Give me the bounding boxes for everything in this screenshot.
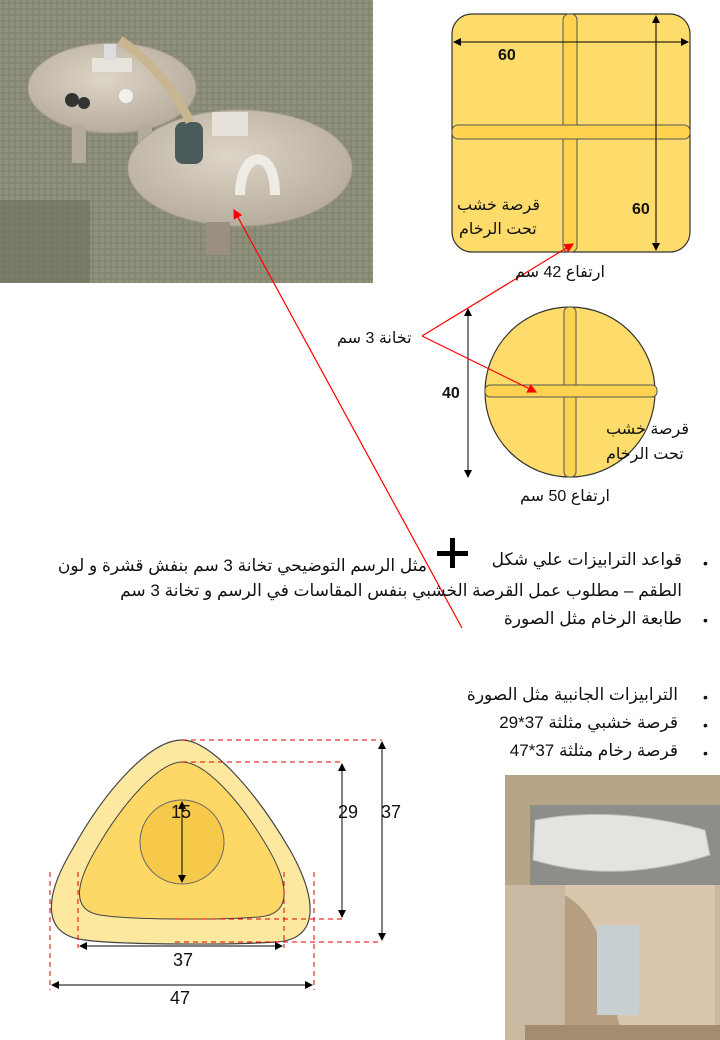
square-height-label: ارتفاع 42 سم <box>515 264 605 281</box>
triangle-width-inner-label: 37 <box>173 950 194 970</box>
round-diameter-label: 40 <box>442 385 460 402</box>
thickness-label: تخانة 3 سم <box>337 330 412 347</box>
bullet-dot: • <box>703 555 708 571</box>
round-frame-note-1: قرصة خشب <box>606 421 689 438</box>
square-frame-note-1: قرصة خشب <box>457 197 540 214</box>
round-frame-note-2: تحت الرخام <box>606 446 684 463</box>
round-height-label: ارتفاع 50 سم <box>520 488 610 505</box>
bullet-dot: • <box>703 745 708 761</box>
triangle-height-inner-label: 29 <box>338 802 359 822</box>
square-depth-label: 60 <box>632 201 650 218</box>
side-tables-note: الترابيزات الجانبية مثل الصورة <box>466 685 678 704</box>
side-wood-triangle-note: قرصة خشبي مثلثة 37*29 <box>499 713 678 732</box>
side-marble-triangle-note: قرصة رخام مثلثة 37*47 <box>509 741 678 760</box>
note-bases-line2: الطقم – مطلوب عمل القرصة الخشبي بنفس المقاسات في الرسم و تخانة 3 سم <box>120 581 682 600</box>
square-frame-note-2: تحت الرخام <box>459 221 537 238</box>
bullet-dot: • <box>703 612 708 628</box>
note-marble-texture: طابعة الرخام مثل الصورة <box>503 609 682 628</box>
triangle-height-outer-label: 37 <box>381 802 402 822</box>
note-bases-line1b: مثل الرسم التوضيحي تخانة 3 سم بنفش قشرة و لون <box>57 556 427 575</box>
triangle-width-outer-label: 47 <box>170 988 191 1008</box>
bullet-dot: • <box>703 689 708 705</box>
square-frame-horizontal <box>452 125 690 139</box>
plus-shape-icon <box>437 538 468 568</box>
bullet-dot: • <box>703 717 708 733</box>
round-frame-horizontal <box>485 385 657 397</box>
note-bases-line1a: قواعد الترابيزات علي شكل <box>491 550 682 569</box>
circle-diameter-label: 15 <box>171 802 192 822</box>
square-width-label: 60 <box>498 47 516 64</box>
